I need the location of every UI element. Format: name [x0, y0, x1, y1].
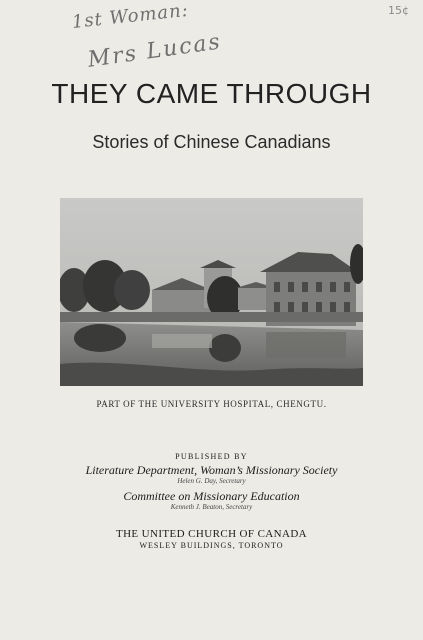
hospital-photo	[60, 198, 363, 386]
church-address: WESLEY BUILDINGS, TORONTO	[139, 541, 284, 550]
cover-title: THEY CAME THROUGH	[51, 78, 372, 109]
published-by-label: PUBLISHED BY	[175, 452, 248, 461]
publisher-committee: Committee on Missionary Education	[123, 489, 300, 503]
committee-secretary: Kenneth J. Beaton, Secretary	[170, 503, 253, 511]
department-secretary: Helen G. Day, Secretary	[177, 477, 246, 485]
handwritten-note-line1: 1st Woman:	[70, 0, 190, 33]
handwritten-note-line2: Mrs Lucas	[86, 29, 224, 73]
church-name: THE UNITED CHURCH OF CANADA	[115, 528, 308, 540]
price-mark: 15¢	[388, 4, 409, 17]
publisher-department: Literature Department, Woman’s Missionary Society	[85, 463, 338, 477]
photo-caption: PART OF THE UNIVERSITY HOSPITAL, CHENGTU.	[96, 399, 327, 409]
cover-subtitle: Stories of Chinese Canadians	[92, 132, 331, 152]
